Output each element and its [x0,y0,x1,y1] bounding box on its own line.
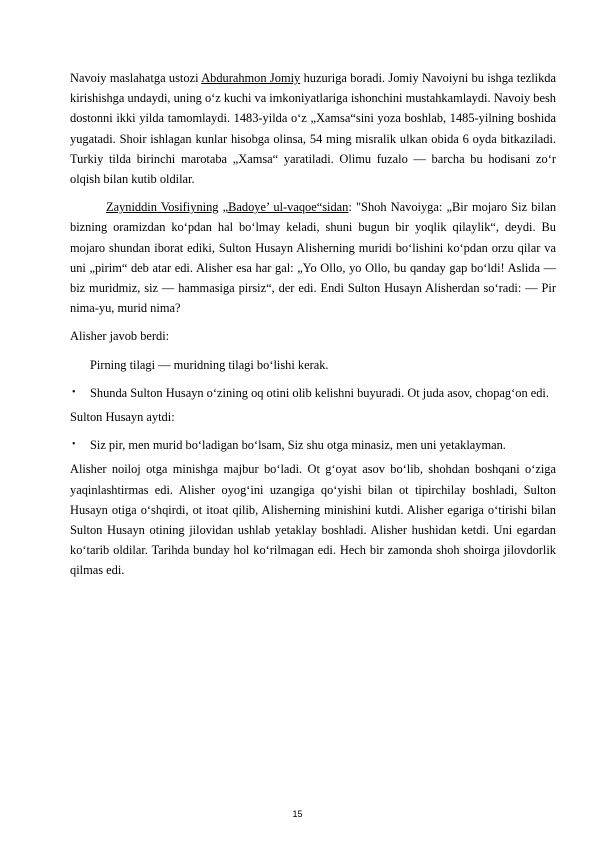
list-item-text: Siz pir, men murid bo‘ladigan bo‘lsam, Siz shu otga minasiz, men uni yetaklayman. [90,438,506,453]
bullet-icon: • [72,439,76,451]
line-pirning-tilagi: Pirning tilagi — muridning tilagi bo‘lishi kerak. [90,357,329,372]
link-abdurahmon-jomiy[interactable]: Abdurahmon Jomiy [201,71,301,85]
paragraph-text: Navoiy maslahatga ustozi [70,71,202,85]
paragraph-text: : "Shoh Navoiyga: „Bir mojaro Siz bilan bizning oramizdan ko‘pdan hal bo‘lmay keladi, shuni bugun bir yoqlik qilaylik“, deydi. Bu mojaro shundan iborat ediki, Sulton Husayn Alisherning muridi bo‘lishini ko‘pdan orzu qilar va uni „pirim“ deb atar edi. Alisher esa har gal: „Yo Ollo, yo Ollo, bu qanday gap bo‘ldi! Aslida — biz muridmiz, siz — hammasiga pirsiz“, der edi. Endi Sulton Husayn Alisherdan so‘radi: — Pir nima-yu, murid nima? [70,200,557,316]
document-body [70,68,556,581]
paragraph-text: huzuriga boradi. Jomiy Navoiyni bu ishga tezlikda kirishishga undaydi, uning o‘z kuchi va imkoniyatlariga ishonchini mustahkamlaydi. Navoiy besh dostonni ikki yilda tamomlaydi. 1483-yilda o‘z „Xamsa“sini yoza boshlab, 1485-yilning boshida yugatadi. Shoir ishlagan kunlar hisobga olinsa, 54 ming misralik ulkan obida 6 oyda bitkaziladi. Turkiy tilda birinchi marotaba „Xamsa“ yaratiladi. Olimu fuzalo — barcha bu hodisani zo‘r olqish bilan kutib oldilar. [70,71,556,187]
list-item-text: Shunda Sulton Husayn o‘zining oq otini olib kelishni buyuradi. Ot juda asov, chopag‘on edi. [90,385,549,400]
link-zayniddin-vosifiy[interactable]: Zayniddin Vosifiyning [106,200,219,215]
list-item [70,383,556,403]
line-alisher-javob: Alisher javob berdi: [70,329,170,344]
line-sulton-aytdi: Sulton Husayn aytdi: [70,410,175,425]
paragraph-alisher-ot: Alisher noiloj otga minishga majbur bo‘ladi. Ot g‘oyat asov bo‘lib, shohdan boshqani o‘ziga yaqinlashtirmas edi. Alisher oyog‘ini uzangiga qo‘yishi bilan ot tipirchilay boshladi, Sulton Husayn otiga o‘shqirdi, ot itoat qilib, Alisherning minishini kutdi. Alisher egariga o‘tirishi bilan Sulton Husayn otining jilovidan ushlab yetaklay boshladi. Alisher hushidan ketdi. Uni egardan ko‘tarib oldilar. Tarihda bunday hol ko‘rilmagan edi. Hech bir zamonda shoh shoirga jilovdorlik qilmas edi. [70,462,556,578]
list-item [70,435,556,455]
link-badoye-ul-vaqoe[interactable]: „Badoye’ ul-vaqoe“sidan [222,200,349,215]
paragraph-jomiy [70,68,556,189]
page-number: 15 [292,809,303,819]
paragraph-vosifiy [70,197,556,318]
bullet-icon: • [72,386,76,398]
